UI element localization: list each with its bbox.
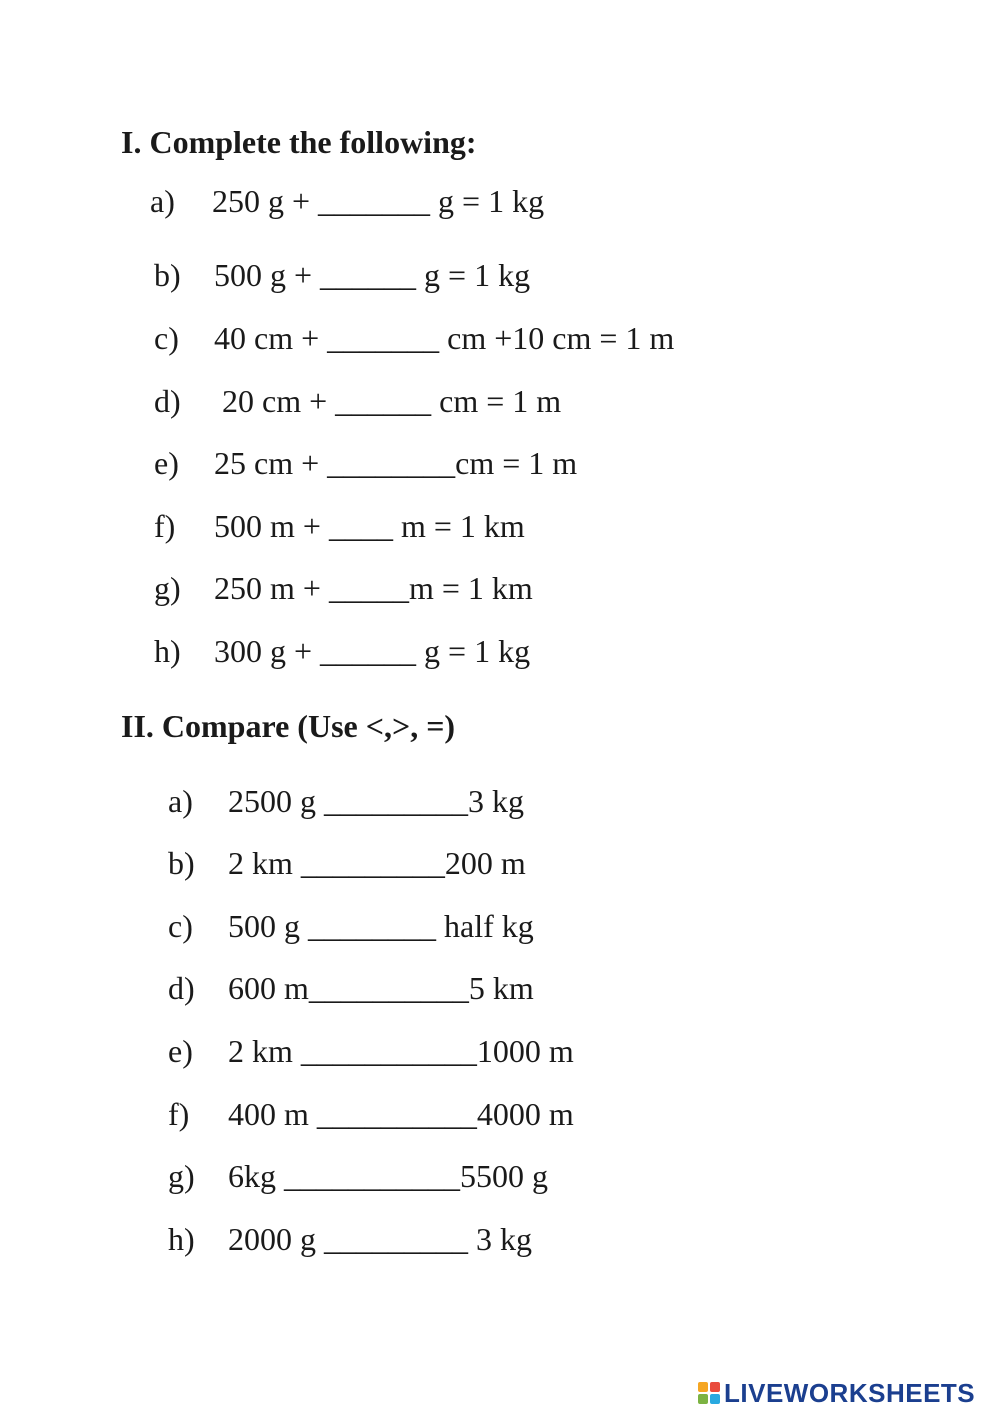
item-text: 300 g + ______ g = 1 kg xyxy=(214,633,531,669)
item-text: 2000 g _________ 3 kg xyxy=(228,1221,532,1257)
logo-text: LIVEWORKSHEETS xyxy=(724,1377,976,1408)
item-text: 400 m __________4000 m xyxy=(228,1096,574,1132)
item-text: 500 g ________ half kg xyxy=(228,908,534,944)
item-label: g) xyxy=(168,1158,195,1194)
item-text: 500 m + ____ m = 1 km xyxy=(214,508,525,544)
item-text: 2 km ___________1000 m xyxy=(228,1033,574,1069)
item-label: d) xyxy=(154,383,181,419)
item-label: b) xyxy=(154,257,181,293)
item-text: 250 g + _______ g = 1 kg xyxy=(212,183,545,219)
item-label: e) xyxy=(168,1033,193,1069)
item-label: a) xyxy=(150,183,175,219)
section-2-heading: II. Compare (Use <,>, =) xyxy=(121,708,456,744)
item-label: b) xyxy=(168,845,195,881)
item-text: 250 m + _____m = 1 km xyxy=(214,570,533,606)
item-label: c) xyxy=(154,320,179,356)
item-label: h) xyxy=(154,633,181,669)
item-text: 40 cm + _______ cm +10 cm = 1 m xyxy=(214,320,675,356)
item-label: g) xyxy=(154,570,181,606)
item-text: 500 g + ______ g = 1 kg xyxy=(214,257,531,293)
liveworksheets-logo-icon xyxy=(698,1382,720,1404)
item-text: 20 cm + ______ cm = 1 m xyxy=(214,383,562,419)
item-text: 600 m__________5 km xyxy=(228,970,534,1006)
item-label: d) xyxy=(168,970,195,1006)
item-label: f) xyxy=(154,508,176,544)
item-label: f) xyxy=(168,1096,190,1132)
item-label: a) xyxy=(168,783,193,819)
item-text: 2500 g _________3 kg xyxy=(228,783,524,819)
item-label: h) xyxy=(168,1221,195,1257)
item-text: 6kg ___________5500 g xyxy=(228,1158,548,1194)
item-text: 25 cm + ________cm = 1 m xyxy=(214,445,578,481)
item-text: 2 km _________200 m xyxy=(228,845,526,881)
section-1-heading: I. Complete the following: xyxy=(121,124,477,160)
item-label: c) xyxy=(168,908,193,944)
item-label: e) xyxy=(154,445,179,481)
liveworksheets-logo[interactable] xyxy=(698,1378,975,1408)
